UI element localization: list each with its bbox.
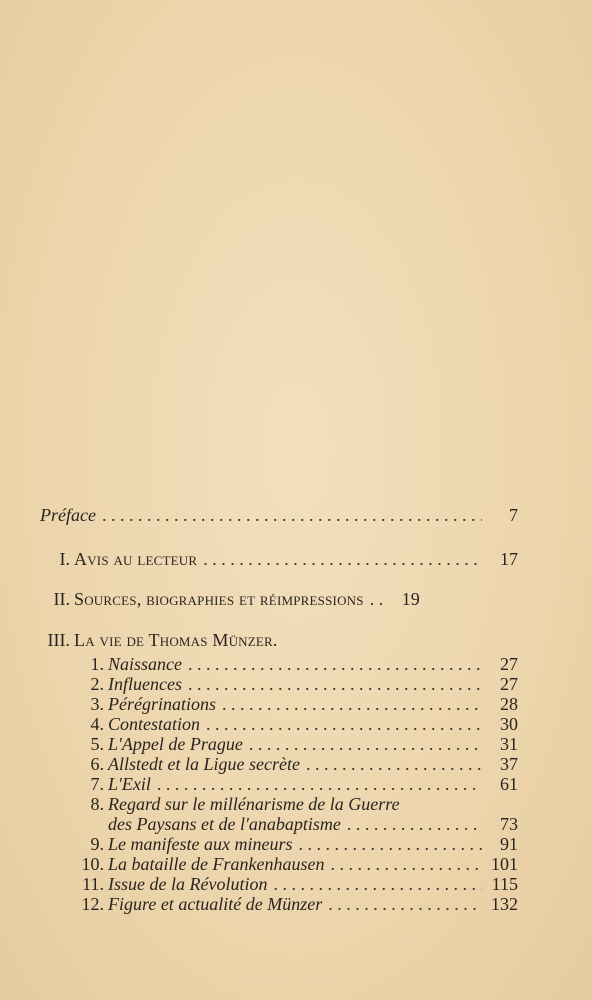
entry-number: 5.: [90, 734, 104, 754]
entry-page: 73: [500, 814, 518, 834]
leader-dots: [157, 774, 482, 794]
toc-entry-section: [40, 754, 518, 774]
entry-title: Regard sur le millénarisme de la Guerre: [108, 794, 400, 814]
leader-dots: [188, 674, 482, 694]
entry-page: 132: [491, 894, 518, 914]
entry-number: 4.: [90, 714, 104, 734]
toc-entry-section: [40, 774, 518, 794]
leader-dots: [298, 834, 482, 854]
entry-title: Figure et actualité de Münzer: [108, 894, 323, 914]
leader-dots: [222, 694, 482, 714]
entry-page: 7: [509, 505, 518, 525]
entry-number: 3.: [90, 694, 104, 714]
entry-page: 91: [500, 834, 518, 854]
toc-entry-section: [40, 734, 518, 754]
toc-entry-chapter: [40, 630, 518, 650]
entry-page: 31: [500, 734, 518, 754]
entry-number: 2.: [90, 674, 104, 694]
leader-dots: [206, 714, 482, 734]
entry-title: La vie de Thomas Münzer.: [74, 630, 278, 650]
entry-title: Naissance: [108, 654, 182, 674]
entry-page: 17: [500, 549, 518, 569]
entry-page: 37: [500, 754, 518, 774]
toc-entry-section: [40, 714, 518, 734]
toc-entry-section-continuation: [40, 814, 518, 834]
entry-page: 28: [500, 694, 518, 714]
entry-title: La bataille de Frankenhausen: [108, 854, 325, 874]
entry-number: I.: [59, 549, 70, 569]
toc-entry-section: [40, 794, 518, 814]
toc-entry-section: [40, 654, 518, 674]
leader-dots: [347, 814, 482, 834]
entry-number: III.: [47, 630, 70, 650]
toc-entry-section: [40, 874, 518, 894]
entry-title: L'Exil: [108, 774, 151, 794]
leader-dots: [330, 854, 482, 874]
entry-number: 8.: [90, 794, 104, 814]
entry-title: Allstedt et la Ligue secrète: [108, 754, 300, 774]
leader-dots: [188, 654, 482, 674]
entry-title: Pérégrinations: [108, 694, 216, 714]
toc-entry-section: [40, 854, 518, 874]
entry-page: 101: [491, 854, 518, 874]
toc-entry-preface: [40, 505, 518, 525]
toc-entry-section: [40, 834, 518, 854]
leader-dots: [203, 549, 482, 569]
leader-dots: [273, 874, 482, 894]
entry-number: 7.: [90, 774, 104, 794]
leader-dots: [249, 734, 482, 754]
toc-entry-section: [40, 894, 518, 914]
entry-title: Contestation: [108, 714, 201, 734]
entry-page: 19: [401, 589, 420, 609]
entry-title: Avis au lecteur: [74, 549, 198, 569]
entry-page: 61: [500, 774, 518, 794]
leader-dots: [328, 894, 482, 914]
leader-dots: [370, 589, 384, 609]
leader-dots: [306, 754, 482, 774]
entry-title: Le manifeste aux mineurs: [108, 834, 293, 854]
entry-page: 27: [500, 654, 518, 674]
entry-number: 10.: [81, 854, 104, 874]
entry-number: 11.: [82, 874, 104, 894]
entry-page: 27: [500, 674, 518, 694]
entry-number: 1.: [90, 654, 104, 674]
entry-number: 9.: [90, 834, 104, 854]
entry-title: Préface: [40, 505, 96, 525]
toc-entry-section: [40, 674, 518, 694]
entry-number: 6.: [90, 754, 104, 774]
leader-dots: [102, 505, 482, 525]
entry-number: II.: [53, 589, 70, 609]
toc-entry-chapter: [40, 549, 518, 569]
entry-title: Sources, biographies et réimpressions: [74, 589, 364, 609]
entry-title: des Paysans et de l'anabaptisme: [108, 814, 341, 834]
entry-page: 30: [500, 714, 518, 734]
toc-entry-chapter: [40, 589, 518, 609]
entry-page: 115: [491, 874, 518, 894]
entry-title: Issue de la Révolution: [108, 874, 268, 894]
toc-entry-section: [40, 694, 518, 714]
entry-title: Influences: [108, 674, 182, 694]
entry-number: 12.: [81, 894, 104, 914]
entry-title: L'Appel de Prague: [108, 734, 243, 754]
